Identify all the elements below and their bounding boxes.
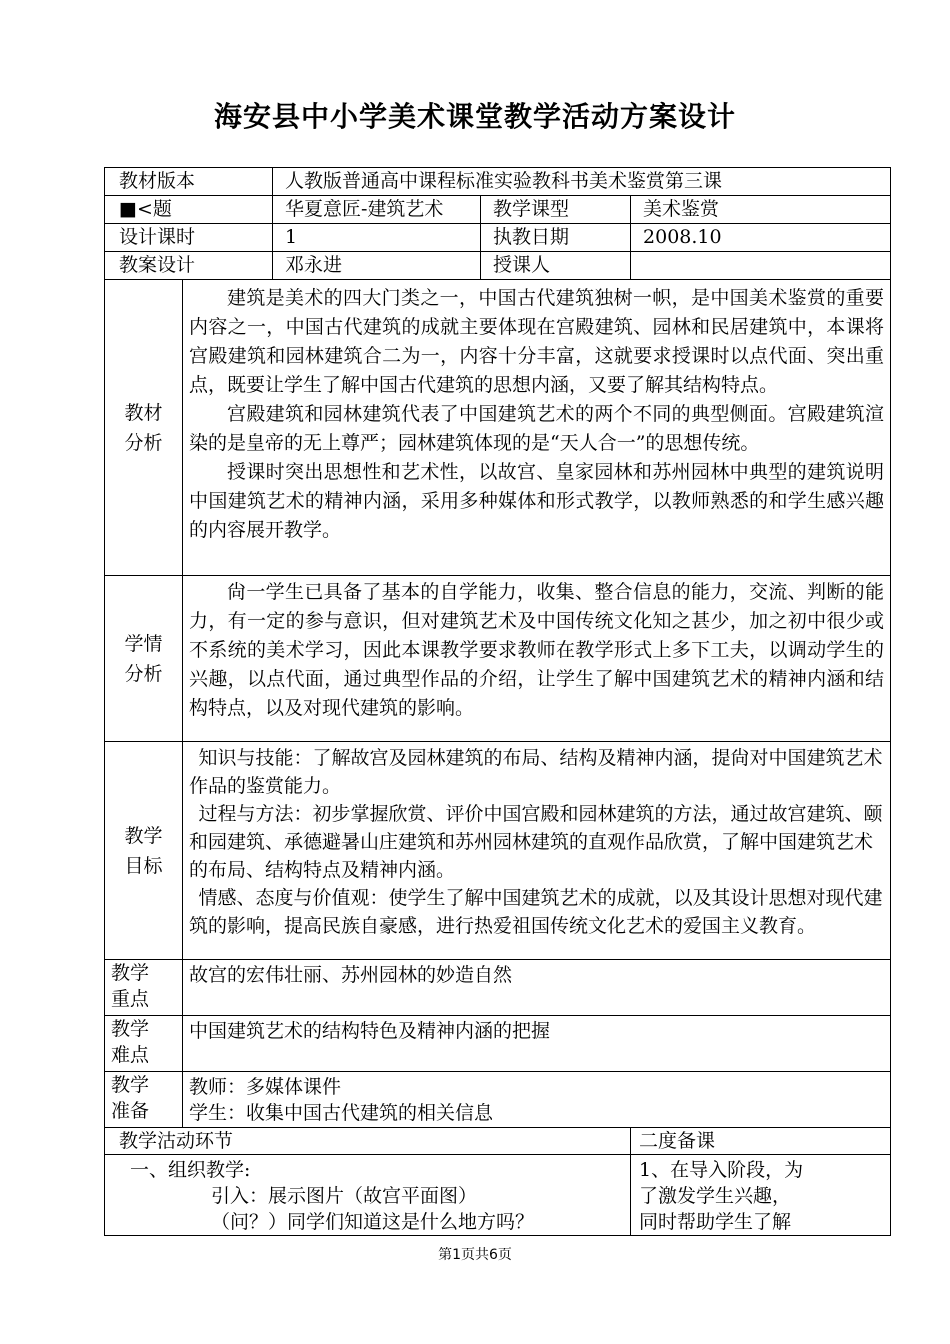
- preparation-content: [183, 1072, 891, 1128]
- difficulties-label-line1: 教学: [111, 1018, 150, 1040]
- student-analysis-p1: 尙一学生已具备了基本的自学能力，收集、整合信息的能力，交流、判断的能力，有一定的参与意识，但对建筑艺术及中国传统文化知之甚少，加之初中很少或不系统的美术学习，因此本课教学要求教师在教学形式上多下工夫，以调动学生的兴趣，以点代面，通过典型作品的介绍，让学生了解中国建筑艺术的精神内涵和结构特点，以及对现代建筑的影响。: [189, 581, 885, 719]
- row-hours: [105, 224, 891, 252]
- notes-header: 二度备课: [631, 1128, 891, 1155]
- date-label: 执教日期: [481, 224, 631, 252]
- student-analysis-label-line2: 分析: [124, 662, 163, 685]
- row-teaching-goals: [105, 742, 891, 960]
- student-analysis-label: [105, 576, 183, 742]
- teaching-goals-content: [183, 742, 891, 960]
- teaching-goals-label: [105, 742, 183, 960]
- key-points-label-line2: 重点: [111, 988, 150, 1010]
- teacher-label: 授课人: [481, 252, 631, 280]
- textbook-value: 人教版普通高中课程标准实验教科书美术鉴赏第三课: [273, 168, 891, 196]
- page-title: 海安县中小学美术课堂教学活动方案设计: [213, 100, 736, 133]
- topic-label: ■<题: [105, 196, 273, 224]
- lesson-type-value: 美术鉴赏: [631, 196, 891, 224]
- notes-line3: 同时帮助学生了解: [639, 1211, 792, 1233]
- difficulties-label-line2: 难点: [111, 1044, 150, 1066]
- preparation-label-line2: 准备: [111, 1100, 150, 1122]
- teaching-goals-label-line1: 教学: [124, 824, 163, 847]
- activities-line3: （问？）同学们知道这是什么地方吗？: [211, 1211, 535, 1233]
- preparation-label: [105, 1072, 183, 1128]
- row-designer: [105, 252, 891, 280]
- material-analysis-content: [183, 280, 891, 576]
- row-activities-header: [105, 1128, 891, 1155]
- designer-value: 邓永进: [273, 252, 481, 280]
- key-points-text: 故宫的宏伟壮丽、苏州园林的妙造自然: [183, 960, 891, 1016]
- row-difficulties: [105, 1016, 891, 1072]
- teaching-goals-p2: 过程与方法：初步掌握欣赏、评价中国宫殿和园林建筑的方法，通过故宫建筑、颐和园建筑、承德避暑山庄建筑和苏州园林建筑的直观作品欣赏，了解中国建筑艺术的布局、结构特点及精神内涵。: [189, 803, 883, 881]
- designer-label: 教案设计: [105, 252, 273, 280]
- notes-line2: 了激发学生兴趣，: [639, 1185, 792, 1207]
- notes-line1: 1、在导入阶段，为: [639, 1159, 804, 1181]
- key-points-label: [105, 960, 183, 1016]
- lesson-plan-table: [104, 167, 891, 1236]
- student-analysis-content: [183, 576, 891, 742]
- lesson-type-label: 教学课型: [481, 196, 631, 224]
- material-analysis-label-line1: 教材: [124, 401, 163, 424]
- teaching-goals-p3: 情感、态度与价值观：使学生了解中国建筑艺术的成就，以及其设计思想对现代建筑的影响，提高民族自豪感，进行热爱祖国传统文化艺术的爱国主义教育。: [189, 887, 883, 937]
- row-activities: [105, 1155, 891, 1236]
- hours-label: 设计课时: [105, 224, 273, 252]
- row-topic: [105, 196, 891, 224]
- activities-line2: 引入：展示图片（故宫平面图）: [211, 1185, 478, 1207]
- difficulties-label: [105, 1016, 183, 1072]
- teacher-value: [631, 252, 891, 280]
- key-points-label-line1: 教学: [111, 962, 150, 984]
- teaching-goals-label-line2: 目标: [124, 854, 163, 877]
- material-analysis-label: [105, 280, 183, 576]
- material-analysis-p3: 授课时突出思想性和艺术性，以故宫、皇家园林和苏州园林中典型的建筑说明中国建筑艺术的精神内涵，采用多种媒体和形式教学，以教师熟悉的和学生感兴趣的内容展开教学。: [189, 461, 885, 541]
- material-analysis-label-line2: 分析: [124, 431, 163, 454]
- row-preparation: [105, 1072, 891, 1128]
- hours-value: 1: [273, 224, 481, 252]
- topic-value: 华夏意匠-建筑艺术: [273, 196, 481, 224]
- material-analysis-p1: 建筑是美术的四大门类之一，中国古代建筑独树一帜，是中国美术鉴赏的重要内容之一，中国古代建筑的成就主要体现在宫殿建筑、园林和民居建筑中，本课将宫殿建筑和园林建筑合二为一，内容十分丰富，这就要求授课时以点代面、突出重点，既要让学生了解中国古代建筑的思想内涵，又要了解其结构特点。: [189, 287, 885, 396]
- row-key-points: [105, 960, 891, 1016]
- teaching-goals-p1: 知识与技能：了解故宫及园林建筑的布局、结构及精神内涵，提尙对中国建筑艺术作品的鉴赏能力。: [189, 747, 883, 797]
- date-value: 2008.10: [631, 224, 891, 252]
- activities-header: 教学沽动环节: [105, 1128, 631, 1155]
- preparation-line2: 学生：收集中国古代建筑的相关信息: [189, 1102, 494, 1124]
- activities-line1: 一、组织教学:: [130, 1159, 251, 1181]
- activities-content: [105, 1155, 631, 1236]
- material-analysis-p2: 宫殿建筑和园林建筑代表了中国建筑艺术的两个不同的典型侧面。宫殿建筑渲染的是皇帝的无上尊严；园林建筑体现的是“天人合一”的思想传统。: [189, 403, 885, 454]
- row-student-analysis: [105, 576, 891, 742]
- page-footer: 第1页共6页: [438, 1247, 512, 1263]
- textbook-label: 教材版本: [105, 168, 273, 196]
- row-material-analysis: [105, 280, 891, 576]
- notes-content: [631, 1155, 891, 1236]
- preparation-line1: 教师：多媒体课件: [189, 1076, 342, 1098]
- row-textbook: [105, 168, 891, 196]
- student-analysis-label-line1: 学情: [124, 632, 163, 655]
- preparation-label-line1: 教学: [111, 1074, 150, 1096]
- difficulties-text: 中国建筑艺术的结构特色及精神内涵的把握: [183, 1016, 891, 1072]
